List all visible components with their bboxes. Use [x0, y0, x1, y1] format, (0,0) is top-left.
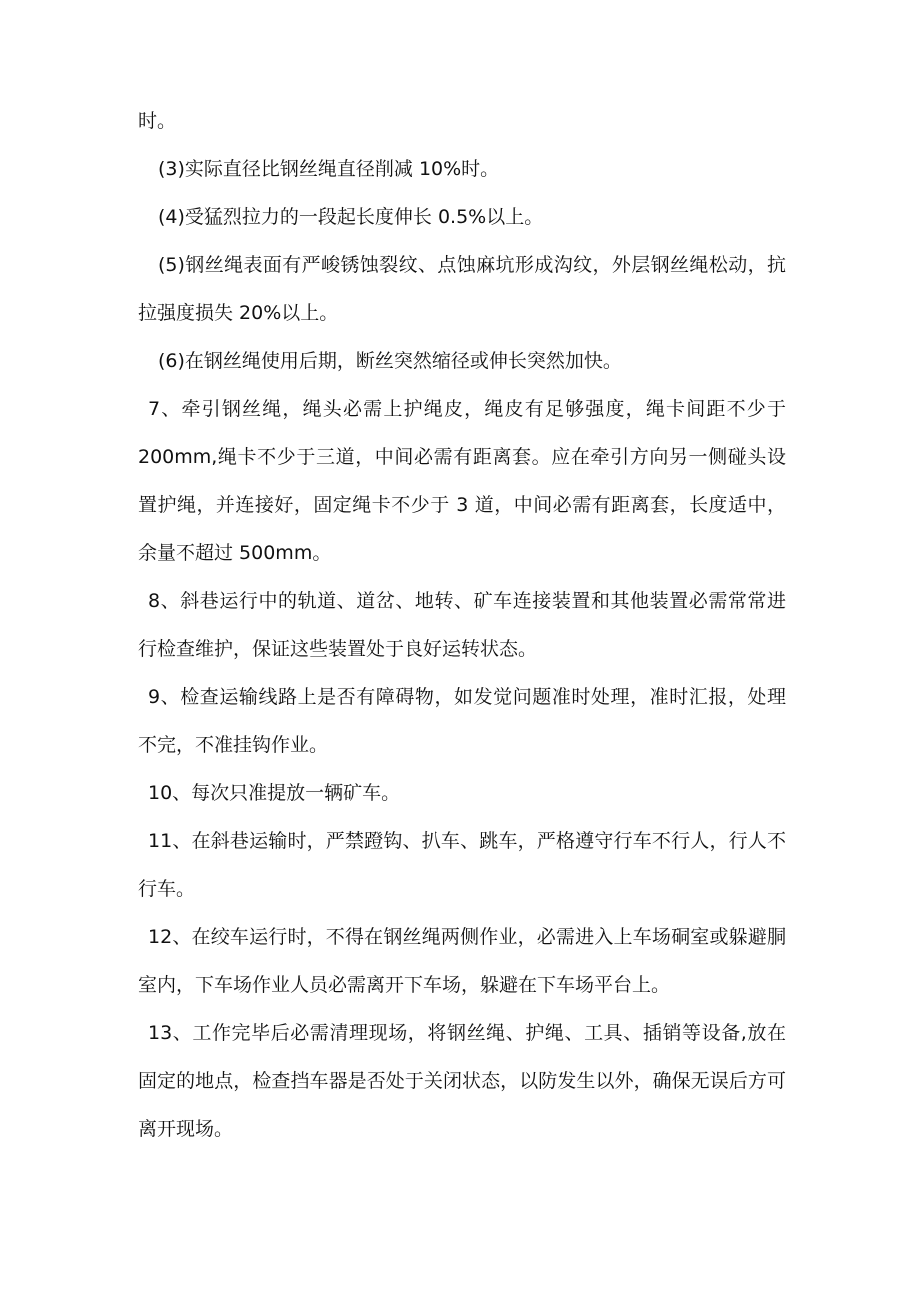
paragraph-item-8: 8、斜巷运行中的轨道、道岔、地转、矿车连接装置和其他装置必需常常进行检查维护，保证这些装置处于良好运转状态。 [138, 590, 786, 660]
paragraph-item-5: (5)钢丝绳表面有严峻锈蚀裂纹、点蚀麻坑形成沟纹，外层钢丝绳松动，抗拉强度损失 20%以上。 [138, 254, 786, 324]
document-body [138, 97, 786, 1153]
paragraph-item-9: 9、检查运输线路上是否有障碍物，如发觉问题准时处理，准时汇报，处理不完，不准挂钩作业。 [138, 686, 786, 756]
paragraph-item-4: (4)受猛烈拉力的一段起长度伸长 0.5%以上。 [158, 206, 544, 228]
paragraph-continuation: 时。 [138, 110, 177, 132]
paragraph-item-3: (3)实际直径比钢丝绳直径削减 10%时。 [158, 158, 500, 180]
paragraph-item-13: 13、工作完毕后必需清理现场，将钢丝绳、护绳、工具、插销等设备,放在固定的地点，检查挡车器是否处于关闭状态，以防发生以外，确保无误后方可离开现场。 [138, 1022, 786, 1140]
paragraph-item-10: 10、每次只准提放一辆矿车。 [148, 782, 401, 804]
paragraph-item-11: 11、在斜巷运输时，严禁蹬钩、扒车、跳车，严格遵守行车不行人，行人不行车。 [138, 830, 786, 900]
paragraph-item-6: (6)在钢丝绳使用后期，断丝突然缩径或伸长突然加快。 [158, 350, 622, 372]
paragraph-item-12: 12、在绞车运行时，不得在钢丝绳两侧作业，必需进入上车场硐室或躲避胴室内，下车场作业人员必需离开下车场，躲避在下车场平台上。 [138, 926, 786, 996]
paragraph-item-7: 7、牵引钢丝绳，绳头必需上护绳皮，绳皮有足够强度，绳卡间距不少于 200mm,绳卡不少于三道，中间必需有距离套。应在牵引方向另一侧碰头设置护绳，并连接好，固定绳卡不少于 3 道，中间必需有距离套，长度适中，余量不超过 500mm。 [138, 398, 786, 564]
